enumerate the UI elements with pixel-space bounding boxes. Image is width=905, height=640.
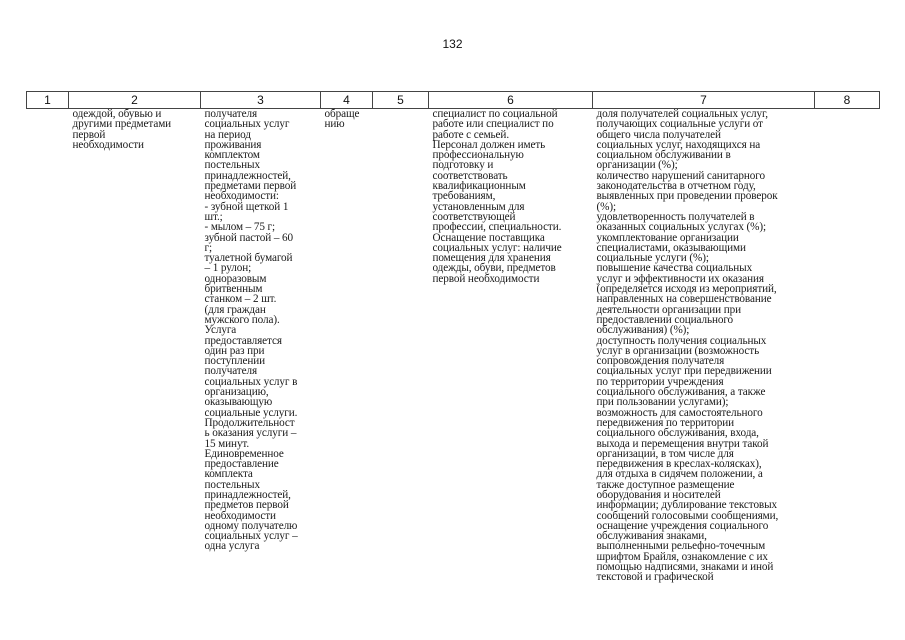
column-header-8: 8 (815, 92, 880, 109)
cell-quality-indicators: доля получателей социальных услуг, получающих социальные услуги от общего числа получателей социальных услуг, находящихся на социальном обслуживании в организации (%); количество нарушений санитарного законодательства в отчетном году, выявленных при проведении проверок (%); удовлетворенность получателей в оказанных социальных услугах (%); укомплектование организации специалистами, оказывающими социальные услуги (%); повышение качества социальных услуг и эффективности их оказания (определяется исходя из мероприятий, направленных на совершенствование деятельности организации при предоставлении социального обслуживания) (%); доступность получения социальных услуг в организации (возможность сопровождения получателя социальных услуг при передвижении по территории учреждения социального обслуживания, а также при пользовании услугами); возможность для самостоятельного передвижения по территории социального обслуживания, входа, выхода и перемещения внутри такой организации, в том числе для передвижения в креслах-колясках), для отдыха в сидячем положении, а также доступное размещение оборудования и носителей информации; дублирование текстовых сообщений голосовыми сообщениями, оснащение учреждения социального обслуживания знаками, выполненными рельефно-точечным шрифтом Брайля, ознакомление с их помощью надписями, знаками и иной текстовой и графической (596, 108, 779, 584)
cell-provision-conditions: специалист по социальной работе или специалист по работе с семьей. Персонал должен иметь профессиональную подготовку и соответствовать квалификационным требованиям, установленным для соответствующей профессии, специальности. Оснащение поставщика социальных услуг: наличие помещения для хранения одежды, обуви, предметов первой необходимости (432, 108, 562, 285)
cell-number (27, 109, 69, 583)
table-row (27, 109, 880, 583)
services-table (26, 91, 880, 583)
column-header-3: 3 (201, 92, 321, 109)
column-header-6: 6 (429, 92, 593, 109)
page-number: 132 (442, 37, 463, 51)
column-header-7: 7 (593, 92, 815, 109)
column-number-row (27, 92, 880, 109)
column-header-2: 2 (69, 92, 201, 109)
cell-provision-form: обраще нию (324, 108, 360, 131)
cell-service-name: одеждой, обувью и другими предметами первой необходимости (72, 108, 172, 151)
cell-service-description: получателя социальных услуг на период проживания комплектом постельных принадлежностей, предметами первой необходимости: - зубной щеткой 1 шт.; - мылом – 75 г; зубной пастой – 60 г; туалетной бумагой – 1 рулон; одноразовым бритвенным станком – 2 шт. (для граждан мужского пола). Услуга предоставляется один раз при поступлении получателя социальных услуг в организацию, оказывающую социальные услуги. Продолжительност ь оказания услуги – 15 минут. Единовременное предоставление комплекта постельных принадлежностей, предметов первой необходимости одному получателю социальных услуг – одна услуга (204, 108, 298, 553)
cell-col-5 (373, 109, 429, 583)
column-header-4: 4 (321, 92, 373, 109)
column-header-5: 5 (373, 92, 429, 109)
column-header-1: 1 (27, 92, 69, 109)
cell-col-8 (815, 109, 880, 583)
